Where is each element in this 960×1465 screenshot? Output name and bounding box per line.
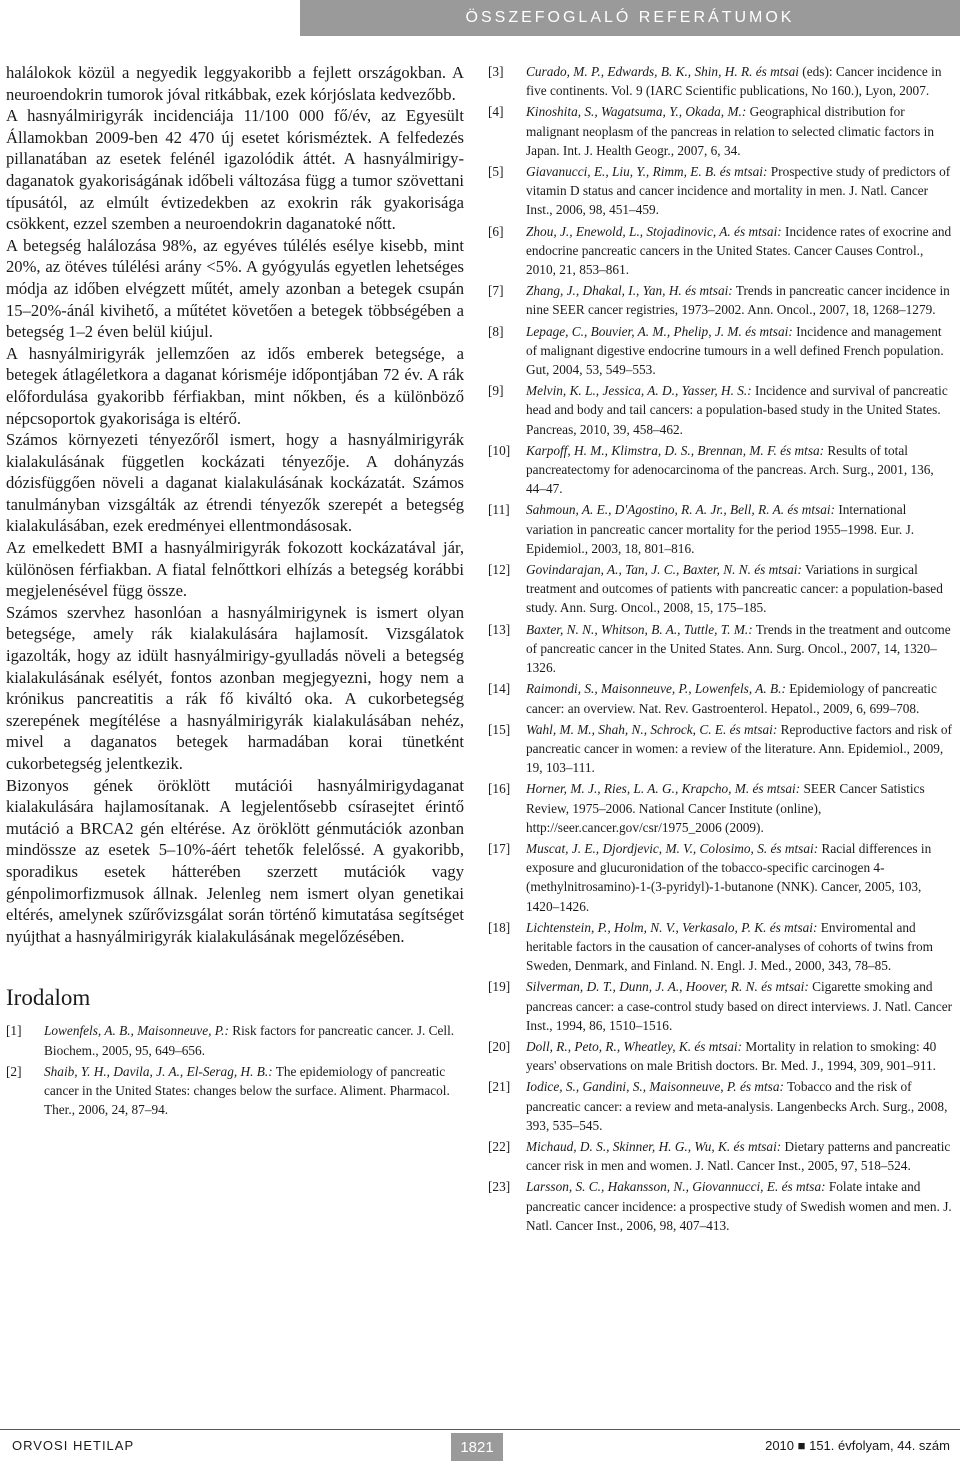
reference-text: [526, 839, 955, 916]
reference-number: [9]: [488, 383, 504, 399]
reference-authors: Curado, M. P., Edwards, B. K., Shin, H. R. és mtsai: [526, 64, 799, 79]
reference-number: [11]: [488, 502, 510, 518]
reference-authors: Silverman, D. T., Dunn, J. A., Hoover, R. N. és mtsai:: [526, 979, 809, 995]
reference-citation: Incidence rates of exocrine and endocrine pancreatic cancers in the United States. Cancer Causes Control., 2010, 21, 853–861.: [526, 223, 952, 278]
reference-item: [488, 839, 955, 916]
reference-authors: Karpoff, H. M., Klimstra, D. S., Brennan, M. F. és mtsa:: [526, 442, 825, 458]
reference-text: [44, 1021, 464, 1059]
reference-authors: Melvin, K. L., Jessica, A. D., Yasser, H. S.:: [526, 383, 752, 399]
reference-text: [526, 1077, 955, 1135]
reference-number: [3]: [488, 64, 504, 79]
reference-number: [8]: [488, 323, 504, 339]
reference-citation: The epidemiology of pancreatic cancer in the United States: changes below the surface. Aliment. Pharmacol. Ther., 2006, 24, 87–94.: [44, 1063, 450, 1118]
reference-authors: Govindarajan, A., Tan, J. C., Baxter, N. N. és mtsai:: [526, 562, 802, 578]
reference-item: [488, 1077, 955, 1135]
journal-name: ORVOSI HETILAP: [12, 1438, 135, 1453]
reference-authors: Zhou, J., Enewold, L., Stojadinovic, A. és mtsai:: [526, 223, 782, 239]
reference-number: [12]: [488, 562, 511, 578]
reference-citation: Trends in the treatment and outcome of pancreatic cancer in the United States. Ann. Surg. Oncol., 2007, 14, 1320–1326.: [526, 621, 951, 676]
reference-authors: Lepage, C., Bouvier, A. M., Phelip, J. M. és mtsai:: [526, 323, 793, 339]
reference-text: [526, 779, 955, 837]
reference-text: [526, 441, 955, 499]
reference-item: [6, 1021, 464, 1059]
reference-authors: Iodice, S., Gandini, S., Maisonneuve, P. és mtsa:: [526, 1079, 784, 1095]
reference-authors: Larsson, S. C., Hakansson, N., Giovannucci, E. és mtsa:: [526, 1179, 826, 1195]
body-paragraph: A betegség halálozása 98%, az egyéves túlélés esélye kisebb, mint 20%, az ötéves túlélési arány <5%. A gyógyulás egyetlen lehetséges módja az időben elvégzett műtét, amely azonban a betegek csupán 15–20%-ánál kivihető, a műtétet követően a betegek többségében a betegség 1–2 éven belül kiújul.: [6, 235, 464, 342]
reference-authors: Michaud, D. S., Skinner, H. G., Wu, K. és mtsai:: [526, 1138, 782, 1154]
body-paragraph: Az emelkedett BMI a hasnyálmirigyrák fokozott kockázatával jár, különösen férfiakban. A fiatal felnőttkori elhízás a betegség korábbi megjelenésével függ össze.: [6, 538, 464, 601]
reference-item: [488, 679, 955, 717]
reference-citation: Risk factors for pancreatic cancer. J. Cell. Biochem., 2005, 95, 649–656.: [44, 1023, 455, 1058]
reference-item: [488, 918, 955, 976]
reference-item: [488, 62, 955, 100]
reference-list-right: [488, 62, 955, 1235]
reference-number: [5]: [488, 164, 504, 180]
body-paragraph: A hasnyálmirigyrák incidenciája 11/100 000 fő/év, az Egyesült Államokban 2009-ben 42 470 új esetet kórisméztek. A felfedezés pillanatában az esetek felénél igazolódik áttét. A hasnyálmirigy-daganatok gyakoriságának időbeli változása függ a tumor szövettani típusától, az elmúlt évtizedekben az exokrin rák gyakorisága csökkent, ezzel szemben a neuroendokrin daganatoké nőtt.: [6, 106, 464, 234]
reference-text: [526, 1137, 955, 1175]
reference-authors: Horner, M. J., Ries, L. A. G., Krapcho, M. és mtsai:: [526, 781, 801, 797]
reference-number: [13]: [488, 621, 511, 637]
reference-number: [19]: [488, 979, 511, 995]
right-column: [488, 62, 955, 1237]
reference-item: [6, 1062, 464, 1120]
reference-text: [526, 381, 955, 439]
reference-item: [488, 1137, 955, 1175]
reference-number: [4]: [488, 104, 504, 120]
reference-number: [18]: [488, 919, 511, 935]
reference-number: [15]: [488, 721, 511, 737]
reference-text: [526, 1177, 955, 1235]
reference-citation: Reproductive factors and risk of pancreatic cancer in women: a review of the literature. Ann. Epidemiol., 2009, 19, 103–111.: [526, 721, 952, 776]
section-header-label: ÖSSZEFOGLALÓ REFERÁTUMOK: [465, 9, 795, 26]
reference-citation: (eds): Cancer incidence in five continents. Vol. 9 (IARC Scientific publications, No 160.), Lyon, 2007.: [526, 64, 942, 99]
reference-text: [526, 322, 955, 380]
reference-item: [488, 560, 955, 618]
section-header: [300, 0, 960, 36]
reference-number: [6]: [488, 223, 504, 239]
issue-info: 2010 ■ 151. évfolyam, 44. szám: [765, 1438, 950, 1453]
reference-text: [526, 162, 955, 220]
reference-citation: Results of total pancreatectomy for adenocarcinoma of the pancreas. Arch. Surg., 2001, 136, 44–47.: [526, 442, 934, 497]
reference-authors: Wahl, M. M., Shah, N., Schrock, C. E. és mtsai:: [526, 721, 778, 737]
reference-citation: Geographical distribution for malignant neoplasm of the pancreas in relation to selected climatic factors in Japan. Int. J. Health Geogr., 2007, 6, 34.: [526, 104, 934, 158]
reference-item: [488, 1177, 955, 1235]
reference-citation: Incidence and survival of pancreatic head and body and tail cancers: a population-based study in the United States. Pancreas, 2010, 39, 458–462.: [526, 383, 948, 437]
reference-number: [2]: [6, 1063, 22, 1079]
reference-number: [17]: [488, 840, 511, 856]
reference-citation: Prospective study of predictors of vitamin D status and cancer incidence and mortality in men. J. Natl. Cancer Inst., 2006, 98, 451–459.: [526, 164, 951, 218]
reference-authors: Zhang, J., Dhakal, I., Yan, H. és mtsai:: [526, 283, 733, 299]
reference-item: [488, 779, 955, 837]
reference-text: [526, 679, 955, 717]
body-paragraph: Számos szervhez hasonlóan a hasnyálmirigynek is ismert olyan betegsége, amely rák kialakulására hajlamosít. Vizsgálatok igazolták, hogy az idült hasnyálmirigy-gyulladás növeli a betegség kialakulásának esélyét, fontos azonban megjegyezni, hogy nem a krónikus pancreatitis a rák fő kiváltó oka. A cukorbetegség szerepének megítélése a hasnyálmirigyrák kialakulásában nehéz, mivel a daganatos betegek harmadában korai tünetként cukorbetegség jelentkezik.: [6, 602, 464, 773]
reference-number: [20]: [488, 1038, 511, 1054]
reference-number: [22]: [488, 1138, 511, 1154]
reference-authors: Doll, R., Peto, R., Wheatley, K. és mtsai:: [526, 1038, 743, 1054]
reference-citation: Tobacco and the risk of pancreatic cancer: a review and meta-analysis. Langenbecks Arch. Surg., 2008, 393, 535–545.: [526, 1079, 948, 1133]
reference-text: [526, 102, 955, 160]
reference-item: [488, 381, 955, 439]
body-paragraph: Bizonyos gének öröklött mutációi hasnyálmirigydaganat kialakulására hajlamosítanak. A legjelentősebb csírasejtet érintő mutáció a BRCA2 gén eltérése. Az öröklött génmutációk azonban mindössze az esetek 5–10%-áért tehetők felelőssé. A gyakoribb, sporadikus esetek hátterében szerzett mutációk vagy génpolimorfizmusok állnak. Jelenleg nem ismert olyan genetikai eltérés, amelynek szűrővizsgálat során történő kimutatása segítséget nyújthat a hasnyálmirigyrák kialakulásának megelőzésében.: [6, 775, 464, 946]
reference-text: [526, 560, 955, 618]
reference-item: [488, 222, 955, 280]
reference-text: [526, 1037, 955, 1075]
body-paragraph: halálokok közül a negyedik leggyakoribb a fejlett országokban. A neuroendokrin tumorok jóval ritkábbak, ezek kórjóslata kedvezőbb.: [6, 63, 464, 104]
page-footer: [0, 1429, 960, 1465]
reference-text: [526, 281, 955, 319]
reference-citation: Variations in surgical treatment and outcomes of patients with pancreatic cancer: a population-based study. Ann. Surg. Oncol., 2008, 15, 175–185.: [526, 562, 943, 616]
reference-citation: Dietary patterns and pancreatic cancer risk in men and women. J. Natl. Cancer Inst., 2005, 97, 518–524.: [526, 1138, 951, 1174]
reference-item: [488, 500, 955, 558]
reference-authors: Lichtenstein, P., Holm, N. V., Verkasalo, P. K. és mtsai:: [526, 919, 818, 935]
reference-authors: Lowenfels, A. B., Maisonneuve, P.:: [44, 1023, 229, 1039]
body-paragraph: A hasnyálmirigyrák jellemzően az idős emberek betegsége, a betegek átlagéletkora a daganat kórisméje időpontjában 72 év. A rák előfordulása gyakoribb férfiakban, mint nőkben, és a különböző népcsoportok gyakorisága is eltérő.: [6, 343, 464, 428]
reference-item: [488, 162, 955, 220]
reference-text: [526, 720, 955, 778]
reference-authors: Kinoshita, S., Wagatsuma, Y., Okada, M.:: [526, 104, 747, 120]
reference-citation: Mortality in relation to smoking: 40 years' observations on male British doctors. Br. Med. J., 1994, 309, 901–911.: [526, 1038, 937, 1074]
left-column: [6, 62, 464, 1121]
reference-authors: Muscat, J. E., Djordjevic, M. V., Colosimo, S. és mtsai:: [526, 840, 819, 856]
reference-authors: Shaib, Y. H., Davila, J. A., El-Serag, H. B.:: [44, 1063, 273, 1079]
reference-text: [526, 62, 955, 100]
reference-item: [488, 281, 955, 319]
page-number: 1821: [451, 1433, 503, 1461]
reference-number: [16]: [488, 781, 511, 797]
reference-authors: Giavanucci, E., Liu, Y., Rimm, E. B. és mtsai:: [526, 164, 768, 180]
reference-item: [488, 1037, 955, 1075]
reference-text: [526, 620, 955, 678]
reference-item: [488, 720, 955, 778]
references-heading: Irodalom: [6, 985, 91, 1011]
reference-citation: Incidence and management of malignant digestive endocrine tumours in a well defined French population. Gut, 2004, 53, 549–553.: [526, 323, 944, 378]
reference-citation: Enviromental and heritable factors in the causation of cancer-analyses of cohorts of twins from Sweden, Denmark, and Finland. N. Engl. J. Med., 2000, 343, 78–85.: [526, 919, 933, 974]
reference-item: [488, 977, 955, 1035]
reference-citation: Racial differences in exposure and glucuronidation of the tobacco-specific carcinogen 4-(methylnitrosamino)-1-(3-pyridyl)-1-butanone (NNK). Cancer, 2005, 103, 1420–1426.: [526, 840, 932, 914]
reference-citation: Folate intake and pancreatic cancer incidence: a prospective study of Swedish women and men. J. Natl. Cancer Inst., 2006, 98, 407–413.: [526, 1179, 952, 1233]
reference-text: [526, 500, 955, 558]
reference-text: [44, 1062, 464, 1120]
reference-item: [488, 441, 955, 499]
reference-number: [10]: [488, 442, 511, 458]
reference-number: [1]: [6, 1023, 22, 1039]
reference-text: [526, 222, 955, 280]
reference-number: [23]: [488, 1179, 511, 1195]
reference-citation: Epidemiology of pancreatic cancer: an overview. Nat. Rev. Gastroenterol. Hepatol., 2009, 6, 699–708.: [526, 681, 937, 716]
reference-list-left: [6, 1021, 464, 1119]
reference-number: [7]: [488, 283, 504, 299]
reference-item: [488, 322, 955, 380]
reference-number: [14]: [488, 681, 511, 697]
reference-authors: Raimondi, S., Maisonneuve, P., Lowenfels, A. B.:: [526, 681, 786, 697]
reference-citation: SEER Cancer Satistics Review, 1975–2006. National Cancer Institute (online), http://seer.cancer.gov/csr/1975_2006 (2009).: [526, 781, 925, 835]
reference-citation: Trends in pancreatic cancer incidence in nine SEER cancer registries, 1973–2002. Ann. Oncol., 2007, 18, 1268–1279.: [526, 283, 950, 318]
reference-item: [488, 620, 955, 678]
reference-number: [21]: [488, 1079, 511, 1095]
reference-text: [526, 977, 955, 1035]
reference-citation: International variation in pancreatic cancer mortality for the period 1955–1998. Eur. J. Epidemiol., 2003, 18, 801–816.: [526, 502, 915, 556]
reference-authors: Sahmoun, A. E., D'Agostino, R. A. Jr., Bell, R. A. és mtsai:: [526, 502, 836, 518]
reference-item: [488, 102, 955, 160]
reference-citation: Cigarette smoking and pancreas cancer: a case-control study based on direct interviews. J. Natl. Cancer Inst., 1994, 86, 1510–1516.: [526, 979, 953, 1033]
reference-authors: Baxter, N. N., Whitson, B. A., Tuttle, T. M.:: [526, 621, 753, 637]
body-paragraph: Számos környezeti tényezőről ismert, hogy a hasnyálmirigyrák kialakulásának független kockázati tényezője. A dohányzás dózisfüggően növeli a daganat kialakulásának kockázatát. Számos tanulmányban vizsgálták az étrendi tényezők szerepét a betegség kialakulásában, ezek eredményei ellentmondásosak.: [6, 430, 464, 536]
reference-text: [526, 918, 955, 976]
